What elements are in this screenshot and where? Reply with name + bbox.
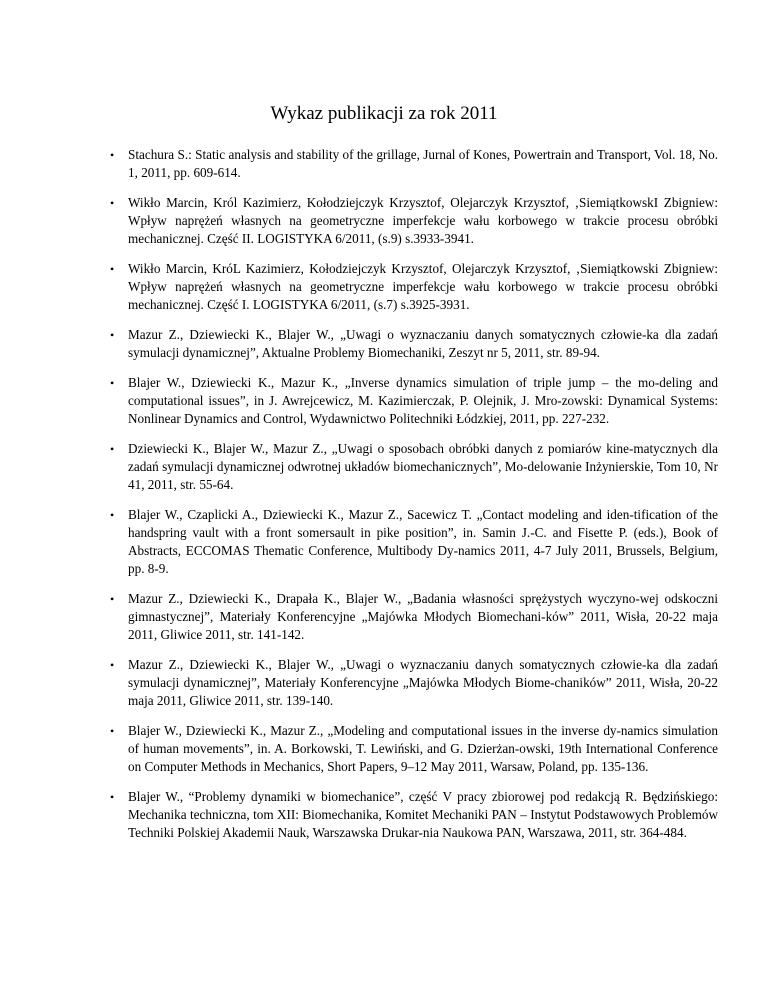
list-item bbox=[110, 722, 718, 776]
publication-text: Blajer W., “Problemy dynamiki w biomechanice”, część V pracy zbiorowej pod redakcją R. Będzińskiego: Mechanika techniczna, tom XII: Biomechanika, Komitet Mechaniki PAN – Instytut Podstawowych Problemów Techniki Polskiej Akademii Nauk, Warszawska Drukar-nia Naukowa PAN, Warszawa, 2011, str. 364-484. bbox=[128, 789, 718, 840]
bullet-icon: • bbox=[110, 442, 115, 456]
list-item bbox=[110, 146, 718, 182]
list-item bbox=[110, 260, 718, 314]
list-item bbox=[110, 374, 718, 428]
publication-text: Dziewiecki K., Blajer W., Mazur Z., „Uwagi o sposobach obróbki danych z pomiarów kine-matycznych dla zadań symulacji dynamicznej odwrotnej układów biomechanicznych”, Mo-delowanie Inżynierskie, Tom 10, Nr 41, 2011, str. 55-64. bbox=[128, 441, 718, 492]
publication-text: Blajer W., Dziewiecki K., Mazur K., „Inverse dynamics simulation of triple jump – the mo-deling and computational issues”, in J. Awrejcewicz, M. Kazimierczak, P. Olejnik, J. Mro-zowski: Dynamical Systems: Nonlinear Dynamics and Control, Wydawnictwo Politechniki Łódzkiej, 2011, pp. 227-232. bbox=[128, 375, 718, 426]
list-item bbox=[110, 506, 718, 578]
bullet-icon: • bbox=[110, 262, 115, 276]
list-item bbox=[110, 326, 718, 362]
bullet-icon: • bbox=[110, 658, 115, 672]
list-item bbox=[110, 590, 718, 644]
publication-text: Wikło Marcin, Król Kazimierz, Kołodziejczyk Krzysztof, Olejarczyk Krzysztof, ‚SiemiątkowskI Zbigniew: Wpływ naprężeń własnych na geometryczne imperfekcje wału korbowego w trakcie procesu obróbki mechanicznej. Część II. LOGISTYKA 6/2011, (s.9) s.3933-3941. bbox=[128, 195, 718, 246]
bullet-icon: • bbox=[110, 508, 115, 522]
publication-text: Stachura S.: Static analysis and stability of the grillage, Jurnal of Kones, Powertrain and Transport, Vol. 18, No. 1, 2011, pp. 609-614. bbox=[128, 147, 718, 180]
publication-list bbox=[110, 146, 718, 854]
list-item bbox=[110, 788, 718, 842]
bullet-icon: • bbox=[110, 328, 115, 342]
list-item bbox=[110, 440, 718, 494]
bullet-icon: • bbox=[110, 790, 115, 804]
bullet-icon: • bbox=[110, 376, 115, 390]
bullet-icon: • bbox=[110, 148, 115, 162]
page-title: Wykaz publikacji za rok 2011 bbox=[270, 103, 498, 124]
bullet-icon: • bbox=[110, 592, 115, 606]
publication-text: Blajer W., Dziewiecki K., Mazur Z., „Modeling and computational issues in the inverse dy-namics simulation of human movements”, in. A. Borkowski, T. Lewiński, and G. Dzierżan-owski, 19th International Conference on Computer Methods in Mechanics, Short Papers, 9–12 May 2011, Warsaw, Poland, pp. 135-136. bbox=[128, 723, 718, 774]
list-item bbox=[110, 656, 718, 710]
publication-text: Wikło Marcin, KróL Kazimierz, Kołodziejczyk Krzysztof, Olejarczyk Krzysztof, ‚Siemiątkowski Zbigniew: Wpływ naprężeń własnych na geometryczne imperfekcje wału korbowego w trakcie procesu obróbki mechanicznej. Część I. LOGISTYKA 6/2011, (s.7) s.3925-3931. bbox=[128, 261, 718, 312]
bullet-icon: • bbox=[110, 196, 115, 210]
publication-text: Blajer W., Czaplicki A., Dziewiecki K., Mazur Z., Sacewicz T. „Contact modeling and iden-tification of the handspring vault with a front somersault in pike position”, in. Samin J.-C. and Fisette P. (eds.), Book of Abstracts, ECCOMAS Thematic Conference, Multibody Dy-namics 2011, 4-7 July 2011, Brussels, Belgium, pp. 8-9. bbox=[128, 507, 718, 576]
publication-text: Mazur Z., Dziewiecki K., Blajer W., „Uwagi o wyznaczaniu danych somatycznych człowie-ka dla zadań symulacji dynamicznej”, Materiały Konferencyjne „Majówka Młodych Biome-chaników” 2011, Wisła, 20-22 maja 2011, Gliwice 2011, str. 139-140. bbox=[128, 657, 718, 708]
bullet-icon: • bbox=[110, 724, 115, 738]
publication-text: Mazur Z., Dziewiecki K., Blajer W., „Uwagi o wyznaczaniu danych somatycznych człowie-ka dla zadań symulacji dynamicznej”, Aktualne Problemy Biomechaniki, Zeszyt nr 5, 2011, str. 89-94. bbox=[128, 327, 718, 360]
publication-text: Mazur Z., Dziewiecki K., Drapała K., Blajer W., „Badania własności sprężystych wyczyno-wej odskoczni gimnastycznej”, Materiały Konferencyjne „Majówka Młodych Biomechani-ków” 2011, Wisła, 20-22 maja 2011, Gliwice 2011, str. 141-142. bbox=[128, 591, 718, 642]
list-item bbox=[110, 194, 718, 248]
